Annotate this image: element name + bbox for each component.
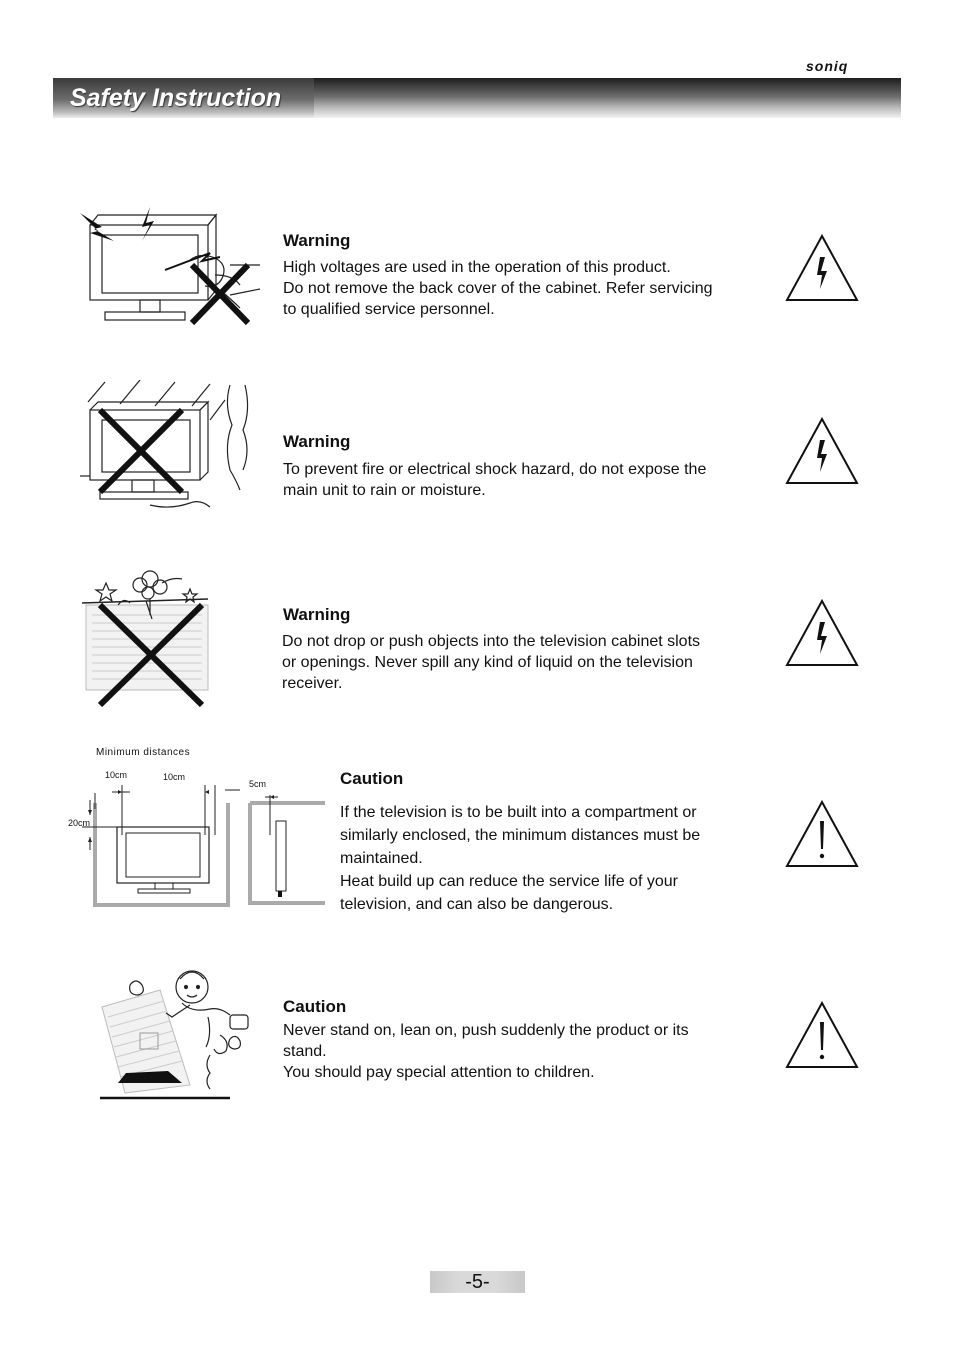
section-heading: Warning <box>283 432 351 451</box>
section-body: Do not drop or push objects into the television cabinet slots or openings. Never spill any kind of liquid on the television receiver. <box>282 633 701 692</box>
tv-objects-illustration <box>78 565 218 710</box>
page-number: -5- <box>430 1271 525 1293</box>
lightning-triangle-icon <box>784 598 860 668</box>
section-body: Never stand on, lean on, push suddenly the product or its stand. You should pay special attention to children. <box>283 1022 689 1081</box>
distance-label: 20cm <box>68 818 91 828</box>
section-body: If the television is to be built into a compartment or similarly enclosed, the minimum distances must be maintained. Heat build up can reduce the service life of your television, and can also be dangerous. <box>340 804 701 913</box>
lightning-triangle-icon <box>784 233 860 303</box>
exclamation-triangle-icon <box>784 799 860 869</box>
minimum-distances-diagram <box>60 745 335 915</box>
diagram-title: Minimum distances <box>96 747 191 758</box>
tv-rain-illustration <box>80 380 265 520</box>
distance-label: 5cm <box>249 779 267 789</box>
compartment-drawing <box>60 745 335 915</box>
brand-logo: soniq <box>806 58 849 74</box>
exclamation-triangle-icon <box>784 1000 860 1070</box>
section-heading: Warning <box>283 605 351 624</box>
child-leaning-tv-illustration <box>90 965 260 1105</box>
page-title: Safety Instruction <box>70 84 282 112</box>
section-body: High voltages are used in the operation of this product. Do not remove the back cover of the cabinet. Refer servicing to qualified service personnel. <box>283 259 713 318</box>
section-heading: Caution <box>340 769 404 788</box>
distance-label: 10cm <box>163 772 186 782</box>
tv-high-voltage-illustration <box>80 205 265 335</box>
section-heading: Warning <box>283 231 351 250</box>
lightning-triangle-icon <box>784 416 860 486</box>
section-body: To prevent fire or electrical shock hazard, do not expose the main unit to rain or moisture. <box>283 461 707 499</box>
section-heading: Caution <box>283 997 347 1016</box>
distance-label: 10cm <box>105 770 128 780</box>
